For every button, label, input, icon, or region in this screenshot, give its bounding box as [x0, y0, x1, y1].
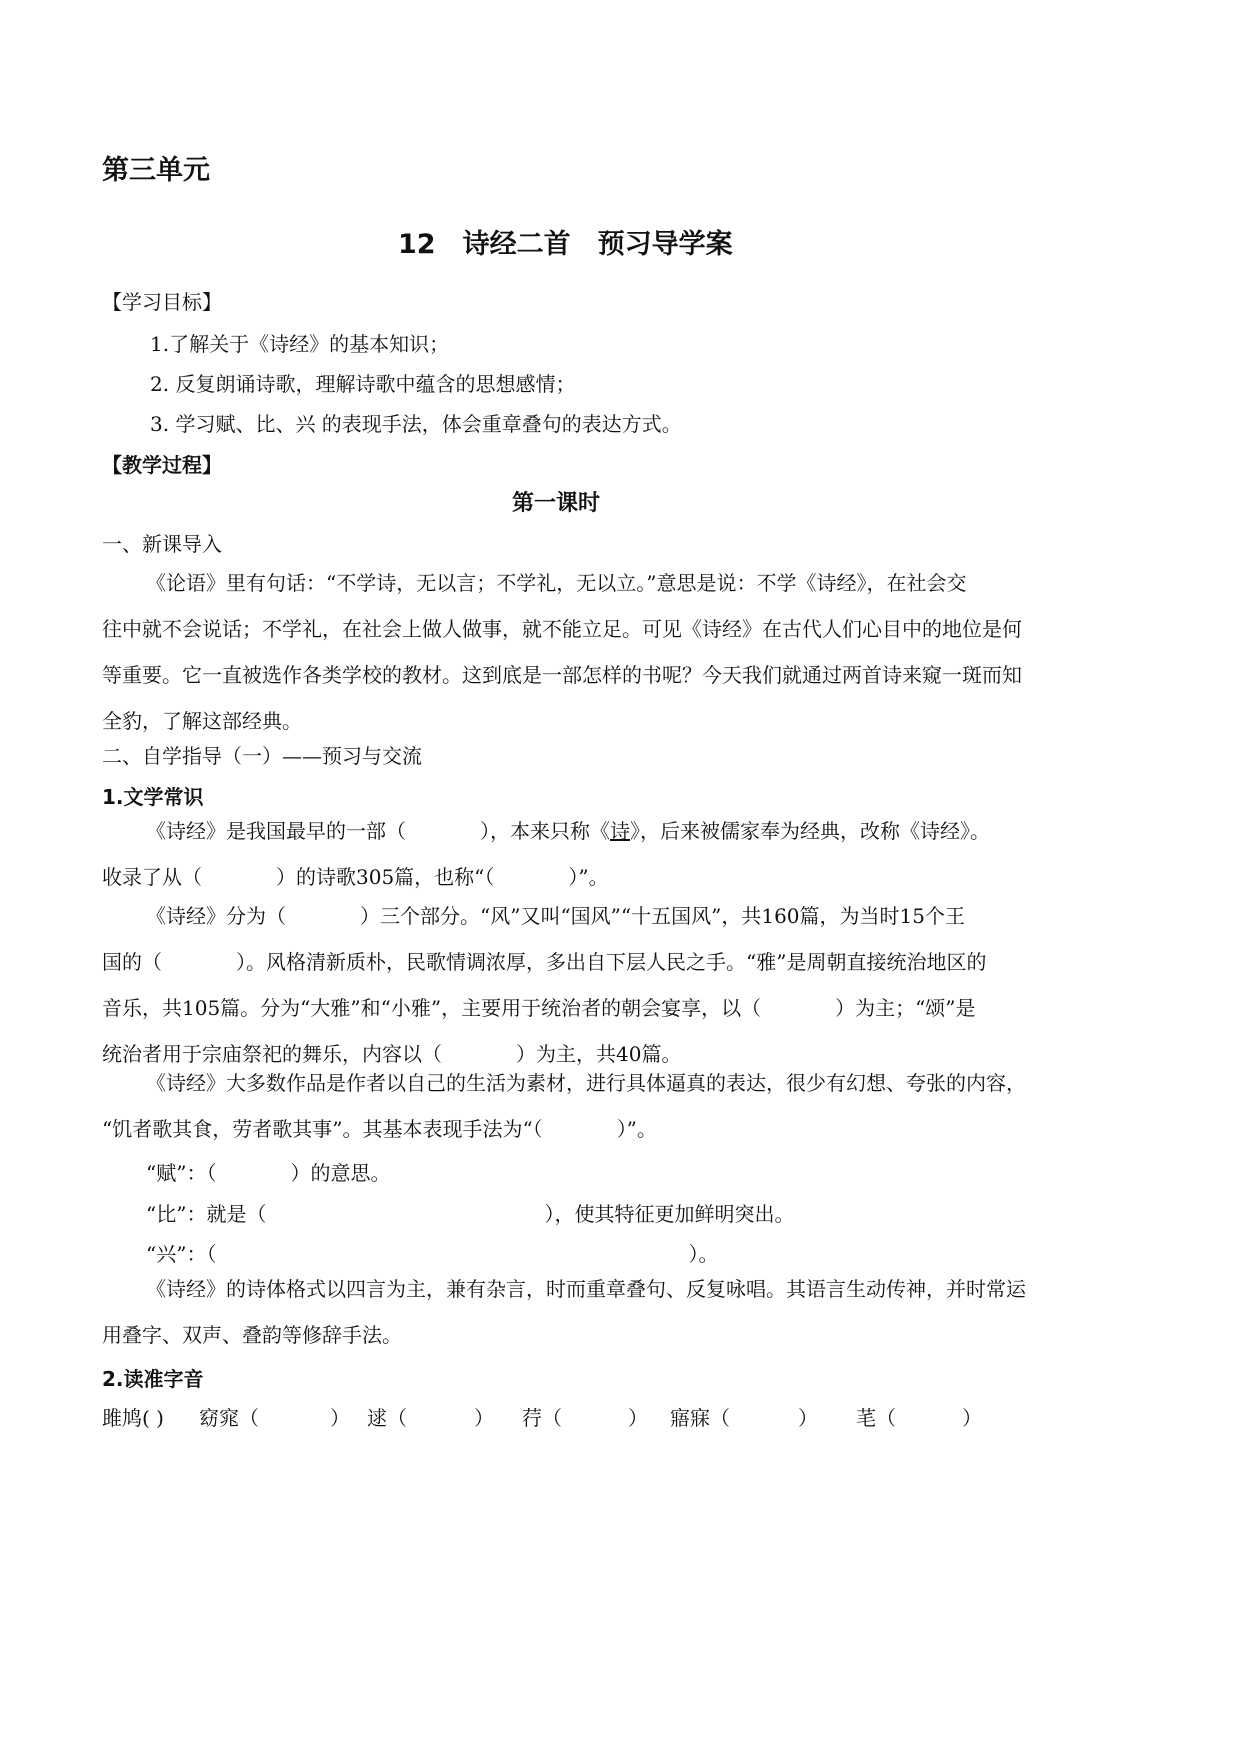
section2-heading: 二、自学指导（一）——预习与交流	[102, 744, 422, 768]
text-fragment: 国的（	[102, 950, 162, 974]
pronunciation-heading: 2.读准字音	[102, 1367, 204, 1391]
objectives-heading: 【学习目标】	[102, 290, 222, 314]
text-fragment: ）的意思。	[290, 1161, 391, 1185]
text-fragment: 收录了从（	[102, 865, 202, 889]
paragraph-line: 《论语》里有句话：“不学诗，无以言；不学礼，无以立。”意思是说：不学《诗经》，在社会交	[146, 571, 967, 595]
text-fragment: ）。	[688, 1242, 719, 1266]
period-title: 第一课时	[512, 491, 601, 516]
text-fragment: ）为主；“颂”是	[835, 996, 976, 1020]
text-fragment: “饥者歌其食，劳者歌其事”。其基本表现手法为“（	[102, 1117, 543, 1141]
pronunciation-item: 雎鸠( )	[102, 1406, 164, 1430]
paragraph-line: 往中就不会说话；不学礼，在社会上做人做事，就不能立足。可见《诗经》在古代人们心目中的地位是何	[102, 617, 1022, 641]
text-fragment: ）三个部分。“风”又叫“国风”“十五国风”，共160篇，为当时15个王	[360, 904, 965, 928]
xing-definition	[146, 1238, 718, 1267]
paragraph-line: 等重要。它一直被选作各类学校的教材。这到底是一部怎样的书呢？今天我们就通过两首诗来窥一斑而知	[102, 663, 1022, 687]
text-fragment: 诗	[610, 819, 630, 843]
pronunciation-item: ）	[962, 1406, 982, 1430]
section1-paragraph	[102, 560, 1022, 744]
text-fragment: ）”。	[568, 865, 609, 889]
literary-paragraph-2	[102, 893, 1012, 1077]
literary-knowledge-heading: 1.文学常识	[102, 785, 204, 809]
text-fragment: “赋”：（	[146, 1161, 217, 1185]
text-fragment: ）。风格清新质朴，民歌情调浓厚，多出自下层人民之手。“雅”是周朝直接统治地区的	[236, 950, 987, 974]
text-fragment: 》，后来被儒家奉为经典，改称《诗经》。	[630, 819, 990, 843]
unit-title: 第三单元	[102, 155, 210, 186]
text-fragment: 《诗经》分为（	[146, 904, 286, 928]
pronunciation-item: 芼（	[856, 1406, 896, 1430]
text-fragment: 音乐，共105篇。分为“大雅”和“小雅”，主要用于统治者的朝会宴享，以（	[102, 996, 762, 1020]
text-fragment: ）”。	[616, 1117, 657, 1141]
pronunciation-item: 荇（	[522, 1406, 562, 1430]
fu-definition	[146, 1157, 390, 1186]
paragraph-line: 全豹，了解这部经典。	[102, 709, 302, 733]
pronunciation-item: 寤寐（	[670, 1406, 730, 1430]
text-fragment: 统治者用于宗庙祭祀的舞乐，内容以（	[102, 1042, 442, 1066]
pronunciation-item: ）	[798, 1406, 818, 1430]
text-fragment: ），使其特征更加鲜明突出。	[544, 1202, 795, 1226]
paragraph-line: 用叠字、双声、叠韵等修辞手法。	[102, 1323, 402, 1347]
paragraph-line: 《诗经》的诗体格式以四言为主，兼有杂言，时而重章叠句、反复咏唱。其语言生动传神，并时常运	[146, 1277, 1026, 1301]
text-fragment: “兴”：（	[146, 1242, 217, 1266]
objective-item: 2. 反复朗诵诗歌，理解诗歌中蕴含的思想感情；	[150, 372, 576, 396]
process-heading: 【教学过程】	[102, 453, 222, 477]
pronunciation-item: ）	[628, 1406, 648, 1430]
literary-paragraph-1	[102, 808, 1012, 900]
pronunciation-item: ）	[474, 1406, 494, 1430]
bi-definition	[146, 1198, 794, 1227]
section1-heading: 一、新课导入	[102, 532, 222, 556]
objective-item: 1.了解关于《诗经》的基本知识；	[150, 332, 450, 356]
pronunciation-item: 窈窕（	[199, 1406, 259, 1430]
text-fragment: “比”：就是（	[146, 1202, 267, 1226]
objective-item: 3. 学习赋、比、兴 的表现手法，体会重章叠句的表达方式。	[150, 412, 682, 436]
paragraph-line: 《诗经》大多数作品是作者以自己的生活为素材，进行具体逼真的表达，很少有幻想、夸张的内容，	[146, 1071, 1026, 1095]
pronunciation-item: 逑（	[367, 1406, 407, 1430]
literary-paragraph-4	[102, 1266, 1026, 1358]
literary-paragraph-3	[102, 1060, 1026, 1152]
pronunciation-item: ）	[330, 1406, 350, 1430]
text-fragment: 《诗经》是我国最早的一部（	[146, 819, 406, 843]
text-fragment: ）为主，共40篇。	[516, 1042, 682, 1066]
lesson-title: 12 诗经二首 预习导学案	[398, 229, 733, 260]
text-fragment: ）的诗歌305篇，也称“（	[276, 865, 495, 889]
text-fragment: ），本来只称《	[480, 819, 610, 843]
